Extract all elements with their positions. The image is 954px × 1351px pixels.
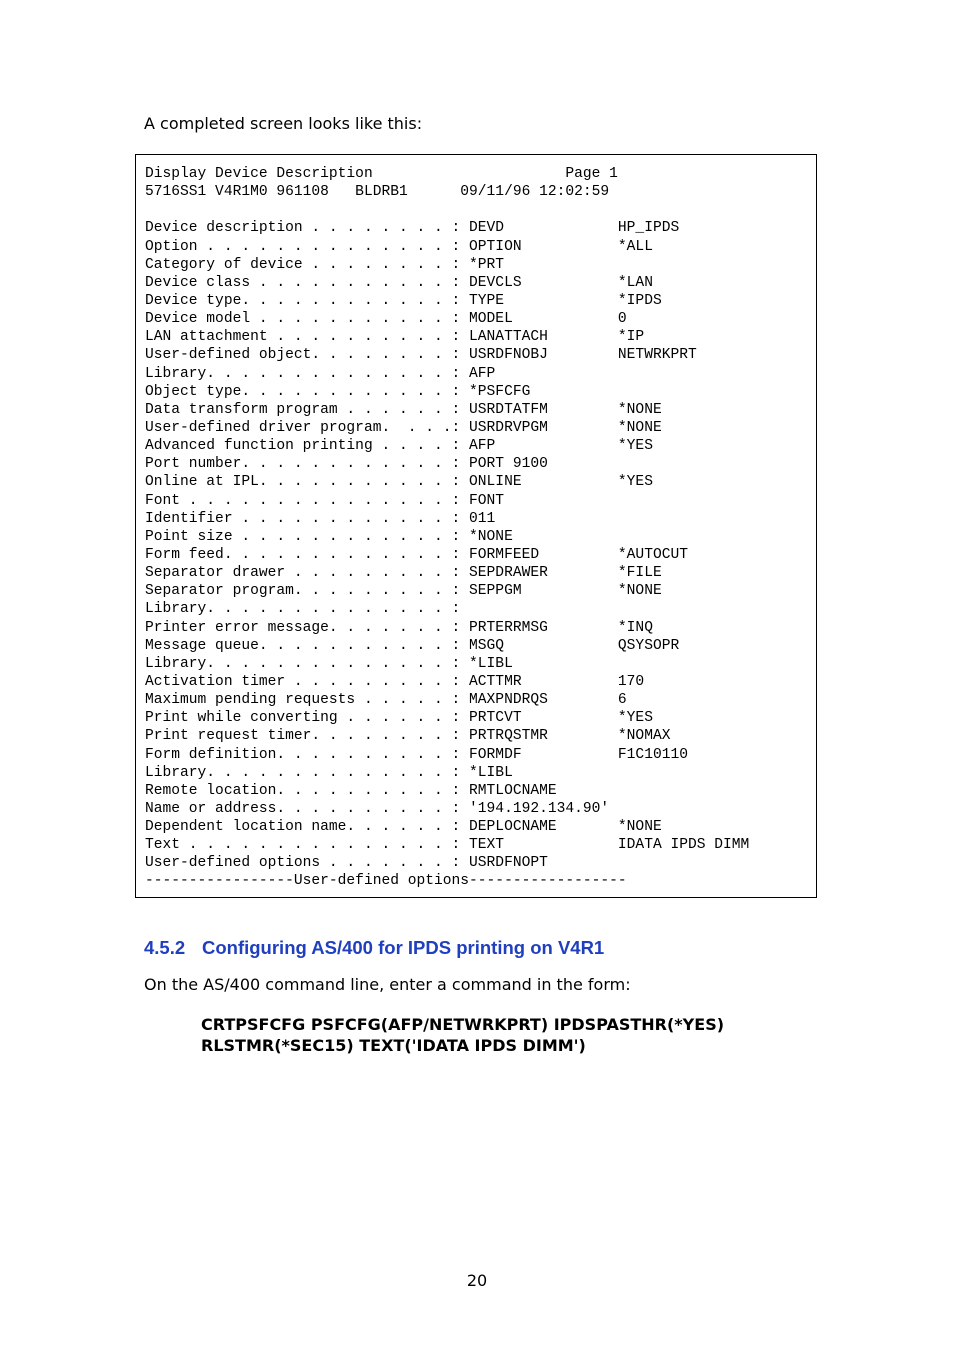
section-title: Configuring AS/400 for IPDS printing on V4R1: [202, 937, 605, 958]
command-line-2: RLSTMR(*SEC15) TEXT('IDATA IPDS DIMM'): [201, 1036, 586, 1055]
device-description-screen: [135, 154, 817, 898]
screen-line: Library. . . . . . . . . . . . . . : *LIBL: [145, 655, 513, 672]
screen-line: Advanced function printing . . . . : AFP *YES: [145, 438, 653, 455]
screen-line: Port number. . . . . . . . . . . . : PORT 9100: [145, 456, 548, 473]
screen-line: Text . . . . . . . . . . . . . . . : TEXT IDATA IPDS DIMM: [145, 837, 750, 854]
screen-line: User-defined options . . . . . . . : USRDFNOPT: [145, 855, 548, 872]
screen-line: Printer error message. . . . . . . : PRTERRMSG *INQ: [145, 619, 653, 636]
screen-line: Identifier . . . . . . . . . . . . : 011: [145, 510, 496, 527]
screen-line: Maximum pending requests . . . . . : MAXPNDRQS 6: [145, 692, 627, 709]
screen-line: Device description . . . . . . . . : DEVD HP_IPDS: [145, 220, 680, 237]
screen-line: Font . . . . . . . . . . . . . . . : FONT: [145, 492, 505, 509]
page-number: 20: [466, 1271, 488, 1290]
screen-line: Point size . . . . . . . . . . . . : *NONE: [145, 528, 513, 545]
screen-line: Dependent location name. . . . . . : DEPLOCNAME *NONE: [145, 819, 662, 836]
screen-line: Message queue. . . . . . . . . . . : MSGQ QSYSOPR: [145, 637, 680, 654]
section-number: 4.5.2: [144, 937, 186, 958]
screen-line: Remote location. . . . . . . . . . : RMTLOCNAME: [145, 782, 557, 799]
screen-line: Display Device Description Page 1: [145, 166, 618, 182]
screen-line: User-defined object. . . . . . . . : USRDFNOBJ NETWRKPRT: [145, 347, 697, 364]
screen-line: Separator program. . . . . . . . . : SEPPGM *NONE: [145, 583, 662, 600]
screen-line: Category of device . . . . . . . . : *PRT: [145, 256, 505, 273]
screen-line: Separator drawer . . . . . . . . . : SEPDRAWER *FILE: [145, 565, 662, 582]
screen-line: -----------------User-defined options------------------: [145, 873, 627, 890]
section-heading: [144, 937, 604, 959]
screen-line: User-defined driver program. . . .: USRDRVPGM *NONE: [145, 419, 662, 436]
intro-text: A completed screen looks like this:: [144, 114, 423, 133]
body-text: On the AS/400 command line, enter a command in the form:: [144, 975, 631, 994]
screen-line: Form feed. . . . . . . . . . . . . : FORMFEED *AUTOCUT: [145, 546, 688, 563]
command-example: [201, 1014, 724, 1056]
screen-line: Device class . . . . . . . . . . . : DEVCLS *LAN: [145, 274, 653, 291]
screen-line: Object type. . . . . . . . . . . . : *PSFCFG: [145, 383, 531, 400]
screen-line: 5716SS1 V4R1M0 961108 BLDRB1 09/11/96 12:02:59: [145, 184, 610, 201]
screen-line: Data transform program . . . . . . : USRDTATFM *NONE: [145, 401, 662, 418]
screen-line: Online at IPL. . . . . . . . . . . : ONLINE *YES: [145, 474, 653, 491]
screen-line: Print while converting . . . . . . : PRTCVT *YES: [145, 710, 653, 727]
screen-line: Library. . . . . . . . . . . . . . : AFP: [145, 365, 496, 382]
screen-line: Form definition. . . . . . . . . . : FORMDF F1C10110: [145, 746, 688, 763]
screen-line: Device model . . . . . . . . . . . : MODEL 0: [145, 311, 627, 328]
screen-line: Activation timer . . . . . . . . . : ACTTMR 170: [145, 673, 645, 690]
command-line-1: CRTPSFCFG PSFCFG(AFP/NETWRKPRT) IPDSPASTHR(*YES): [201, 1015, 725, 1034]
screen-line: Name or address. . . . . . . . . . : '194.192.134.90': [145, 800, 610, 817]
screen-line: Option . . . . . . . . . . . . . . : OPTION *ALL: [145, 238, 653, 255]
screen-line: LAN attachment . . . . . . . . . . : LANATTACH *IP: [145, 329, 645, 346]
screen-line: Print request timer. . . . . . . . : PRTRQSTMR *NOMAX: [145, 728, 671, 745]
screen-line: Library. . . . . . . . . . . . . . : *LIBL: [145, 764, 513, 781]
screen-line: Library. . . . . . . . . . . . . . :: [145, 601, 461, 618]
screen-line: Device type. . . . . . . . . . . . : TYPE *IPDS: [145, 292, 662, 309]
screen-lines: [145, 165, 749, 891]
screen-line: [145, 201, 749, 219]
